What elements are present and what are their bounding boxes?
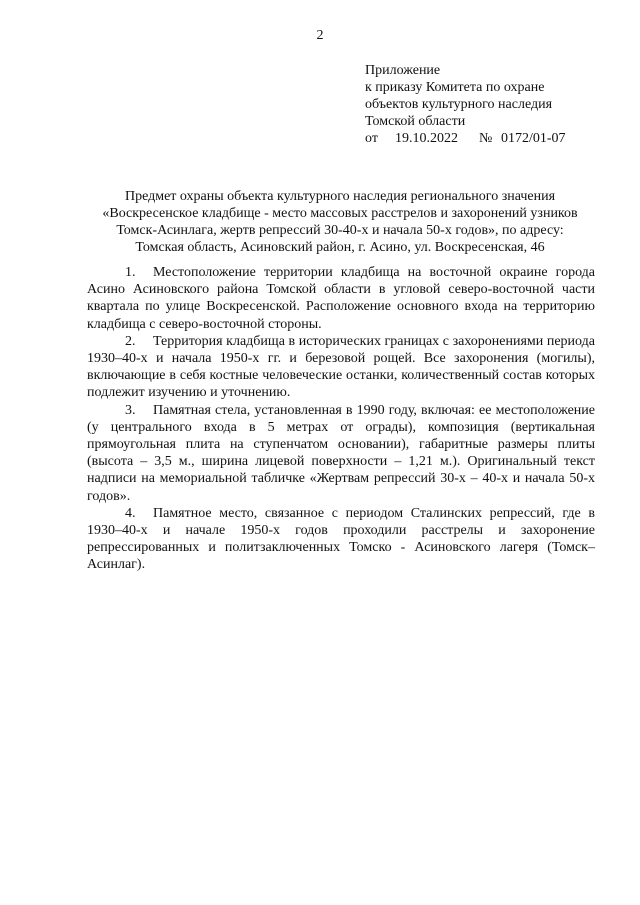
item-number: 2. xyxy=(125,333,136,349)
title-line-4: Томская область, Асиновский район, г. Асино, ул. Воскресенская, 46 xyxy=(135,240,545,255)
title-line-2: «Воскресенское кладбище - место массовых расстрелов и захоронений узников xyxy=(102,206,578,221)
title-line-3: Томск-Асинлага, жертв репрессий 30-40-х и начала 50-х годов», по адресу: xyxy=(116,223,564,238)
annex-committee-line: объектов культурного наследия xyxy=(365,97,553,112)
document-body xyxy=(87,264,595,574)
annex-ot: от xyxy=(365,131,378,146)
page-number: 2 xyxy=(316,28,324,43)
item-number: 1. xyxy=(125,265,136,280)
list-item xyxy=(87,264,595,333)
annex-number-sign: № xyxy=(479,131,493,146)
annex-date: 19.10.2022 xyxy=(395,131,458,146)
item-text: Местоположение территории кладбища на восточной окраине города Асино Асиновского района Томской области в угловой северо-восточной части квартала по улице Воскресенской. Расположение основного входа на территорию кладбища с северо-восточной стороны. xyxy=(87,265,595,332)
title-line-1: Предмет охраны объекта культурного наследия регионального значения xyxy=(124,189,556,204)
list-item xyxy=(87,333,595,402)
item-number: 3. xyxy=(125,402,136,418)
annex-date-line xyxy=(365,130,605,147)
annex-region-line: Томской области xyxy=(365,114,466,129)
annex-block xyxy=(365,62,605,147)
item-number: 4. xyxy=(125,505,136,521)
item-text: Памятная стела, установленная в 1990 году, включая: ее местоположение (у центрального входа в 5 метрах от ограды), композиция (вертикальная прямоугольная плита на ступенчатом основании), габаритные размеры плиты (высота – 3,5 м., ширина лицевой поверхности – 1,21 м.). Оригинальный текст надписи на мемориальной табличке «Жертвам репрессий 30-х – 40-х и начала 50-х годов». xyxy=(87,402,595,504)
document-title xyxy=(70,188,610,256)
list-item xyxy=(87,505,595,574)
item-text: Территория кладбища в исторических границах с захоронениями периода 1930–40-х и начала 1950-х гг. и березовой рощей. Все захоронения (могилы), включающие в себя костные человеческие останки, количественный состав которых подлежит изучению и уточнению. xyxy=(87,333,595,401)
annex-order-line: к приказу Комитета по охране xyxy=(365,80,545,95)
annex-number: 0172/01-07 xyxy=(501,131,566,146)
annex-heading: Приложение xyxy=(365,63,441,78)
item-text: Памятное место, связанное с периодом Сталинских репрессий, где в 1930–40-х и начале 1950-х годов проходили расстрелы и захоронение репрессированных и политзаключенных Томско - Асиновского лагеря (Томск–Асинлаг). xyxy=(87,505,595,573)
list-item xyxy=(87,402,595,505)
